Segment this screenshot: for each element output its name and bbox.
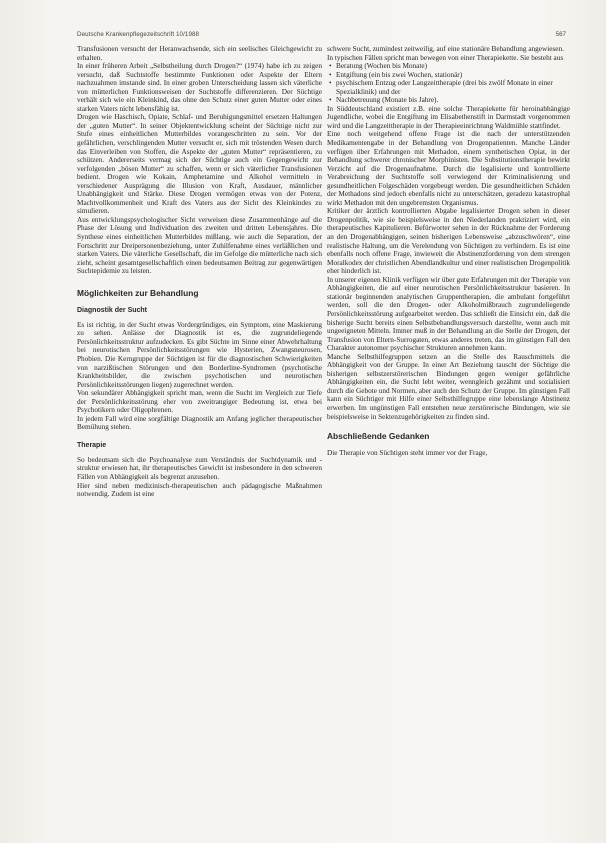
list-item: • psychischem Entzug oder Langzeittherapie (drei bis zwölf Monate in einer Spezialklinik) und der <box>329 79 570 96</box>
paragraph: Von sekundärer Abhängigkeit spricht man, wenn die Sucht im Vergleich zur Tiefe der Persönlichkeitsstörung eher von zweitrangiger Bedeutung ist, etwa bei Psychotikern oder Oligophrenen. <box>77 389 322 415</box>
page-number: 567 <box>555 31 566 38</box>
section-heading: Abschließende Gedanken <box>327 431 430 442</box>
subsection-heading: Diagnostik der Sucht <box>77 306 148 314</box>
paragraph: Die Therapie von Süchtigen steht immer vor der Frage, <box>327 449 488 458</box>
left-column <box>77 45 322 499</box>
therapy-chain-list <box>327 62 570 105</box>
paragraph: Eine noch weitgehend offene Frage ist die nach der unterstützenden Medikamentengabe in der Behandlung von Drogenpatienten. Manche Länder verfügen über Erfahrungen mit Methadon, einem synthetischen Opiat, in der Behandlung schwerer chronischer Morphinisten. Die Substitutionstherapie bewirkt Verzicht auf die Drogenaufnahme. Durch die legalisierte und kontrollierte Verabreichung der Suchtstoffe soll verwiegend der Kriminalisierung und gesundheitlichen Folgeschäden vorgebeugt werden. Die gesundheitlichen Schäden der Methadons sind jedoch ebenfalls nicht zu unterschätzen, geradezu katastrophal wirkt Methadon mit den ungebremsten Organismus. <box>327 130 570 207</box>
paragraph: Transfusionen versucht der Heranwachsende, sich ein seelisches Gleichgewicht zu erhalten. <box>77 45 322 62</box>
right-column <box>327 45 570 458</box>
running-header <box>77 31 566 41</box>
paragraph: In einer früheren Arbeit „Selbstheilung durch Drogen?“ (1974) habe ich zu zeigen versucht, daß Suchtstoffe bestimmte Funktionen oder Aspekte der Eltern nachzuahmen imstande sind. In einer groben Unterscheidung lassen sich väterliche von mütterlichen Funktionsweisen der Suchtstoffe differenzieren. Der Süchtige verhält sich wie ein Kleinkind, das ohne den Schutz einer guten Mutter oder eines starken Vaters nicht lebensfähig ist. <box>77 62 322 113</box>
paragraph: In typischen Fällen spricht man bewegen von einer Therapiekette. Sie besteht aus <box>327 53 564 62</box>
list-item: • Beratung (Wochen bis Monate) <box>329 62 570 71</box>
journal-title: Deutsche Krankenpflegezeitschrift 10/1988 <box>77 31 200 38</box>
paragraph: In unserer eigenen Klinik verfügen wir über gute Erfahrungen mit der Therapie von Abhängigkeiten, die auf einer neurotischen Persönlichkeitsstruktur basieren. In stationär beginnenden analytischen Gruppentherapien, die ambulant fortgeführt werden, soll die den Drogen- oder Alkoholmißbrauch zugrundeliegende Persönlichkeitsstörung aufgearbeitet werden. Das schließt die Einsicht ein, daß die bisherige Sucht bereits einen Selbstbehandlungsversuch darstellte, wenn auch mit ungeeigneten Mitteln. Immer muß in der Behandlung an die Stelle der Drogen, der Transfusion von Eltern-Surrogaten, etwas anderes treten, das im günstigen Fall den Charakter autonomer psychischer Strukturen annehmen kann. <box>327 275 570 353</box>
paragraph: Es ist richtig, in der Sucht etwas Vordergründiges, ein Symptom, eine Maskierung zu sehen. Anlässe der Diagnostik ist es, die zugrundeliegende Persönlichkeitsstruktur aufzudecken. Es gibt Süchte im Sinne einer Abwehrhaltung bei neurotischen Persönlichkeitsstörungen wie Hysterien, Zwangsneurosen, Phobien. Die Kerngruppe der Süchtigen ist für die diagnostischen Schwierigkeiten von narzißtischen Störungen und den Borderline-Syndromen (psychotische Krankheitsbilder, die zwischen psychotischen und neurotischen Persönlichkeitsstörungen liegen) zugerechnet werden. <box>77 320 322 389</box>
paragraph: Drogen wie Haschisch, Opiate, Schlaf- und Beruhigungsmittel ersetzen Haltungen der „guten Mutter“. In seiner Objektentwicklung scheint der Süchtige nicht zur Stufe eines einheitlichen Mutterbildes vorangeschritten zu sein. Vor der gefährlichen, verschlingenden Mutter versucht er, sich mit tröstenden Wesen durch das Einverleiben von Stoffen, die Aspekte der „guten Mutter“ repräsentieren, zu schützen. Andererseits vermag sich der Süchtige auch ein Gegengewicht zur verfolgenden „bösen Mutter“ zu schaffen, wenn er sich väterlicher Transfusionen bedient. Drogen wie Kokain, Amphetamine und Alkohol vermitteln in verschiedener Ausprägung die Illusion von Kraft, Ausdauer, männlicher Unabhängigkeit und Stärke. Diese Drogen vermögen etwas von der Potenz, Machtvollkommenheit und Kraft des Vaters aus der Sicht des Kleinkindes zu simulieren. <box>77 113 322 216</box>
paragraph: In Süddeutschland existiert z.B. eine solche Therapiekette für heroinabhängige Jugendliche, wobei die Entgiftung im Elisabethenstift in Darmstadt vorgenommen wird und die Langzeittherapie in der Therapieeinrichtung Waldmühle stattfindet. <box>327 104 570 130</box>
paragraph: schwere Sucht, zumindest zeitweilig, auf eine stationäre Behandlung angewiesen. <box>327 45 564 53</box>
list-item: • Nachbetreuung (Monate bis Jahre). <box>329 96 570 105</box>
paragraph: Aus entwicklungspsychologischer Sicht verweisen diese Zusammenhänge auf die Phase der Lösung und Individuation des zweiten und dritten Lebensjahres. Die Synthese eines einheitlichen Mutterbildes mißlang, wie auch die Separation, der Fortschritt zur Dreipersonenbeziehung, unter Zuhilfenahme eines verläßlichen und starken Vaters. Die väterliche Gesellschaft, die im Gefolge die mütterliche nach sich zieht, scheint gesamtgesellschaftlich einen bedeutsamen Beitrag zur gegenwärtigen Suchtepidemie zu leisten. <box>77 215 322 276</box>
paragraph: In jedem Fall wird eine sorgfältige Diagnostik am Anfang jeglicher therapeutischer Bemühung stehen. <box>77 414 322 432</box>
paragraph: Hier sind neben medizinisch-therapeutischen auch pädagogische Maßnahmen notwendig. Zudem ist eine <box>77 481 322 499</box>
paragraph: Kritiker der ärztlich kontrollierten Abgabe legalisierter Drogen sehen in dieser Drogenpolitik, wie sie beispielsweise in den Niederlanden praktiziert wird, ein therapeutisches Kapitulieren. Befürworter sehen in der Rücknahme der Forderung an den Drogenabhängigen, seinen bisherigen Lebensweise „abzuschwören“, eine realistische Haltung, um die Verelendung von Süchtigen zu verhindern. Es ist eine ebenfalls noch offene Frage, inwieweit die Abstinenzforderung von dem strengen Moralkodex der christlichen Abendlandkultur und einer realistischen Drogenpolitik eher hinderlich ist. <box>327 207 570 276</box>
paragraph: Manche Selbsthilfegruppen setzen an die Stelle des Rauschmittels die Abhängigkeit von der Gruppe. In einer Art Beziehung tauscht der Süchtige die bisherigen selbstzerstörerischen Bindungen gegen weniger gefährliche Abhängigkeiten ein, die Sucht lebt weiter, wenngleich gezähmt und sozialisiert durch die Gebote und Normen, aber auch den Schutz der Gruppe. Im günstigen Fall kann ein Süchtiger mit Hilfe einer Selbsthilfegruppe eine lebenslange Abstinenz erwerben. Im ungünstigen Fall entstehen neue zerstörerische Bindungen, wie sie beispielsweise in Sektenzugehörigkeiten zu finden sind. <box>327 352 571 421</box>
section-heading: Möglichkeiten zur Behandlung <box>77 287 199 298</box>
list-item: • Entgiftung (ein bis zwei Wochen, stationär) <box>329 71 570 80</box>
subsection-heading: Therapie <box>77 441 107 449</box>
paragraph: So bedeutsam sich die Psychoanalyse zum Verständnis der Suchtdynamik und -struktur erwiesen hat, ihr therapeutisches Gewicht ist insbesondere in den schweren Fällen von Abhängigkeit als begrenzt anzusehen. <box>77 455 322 481</box>
